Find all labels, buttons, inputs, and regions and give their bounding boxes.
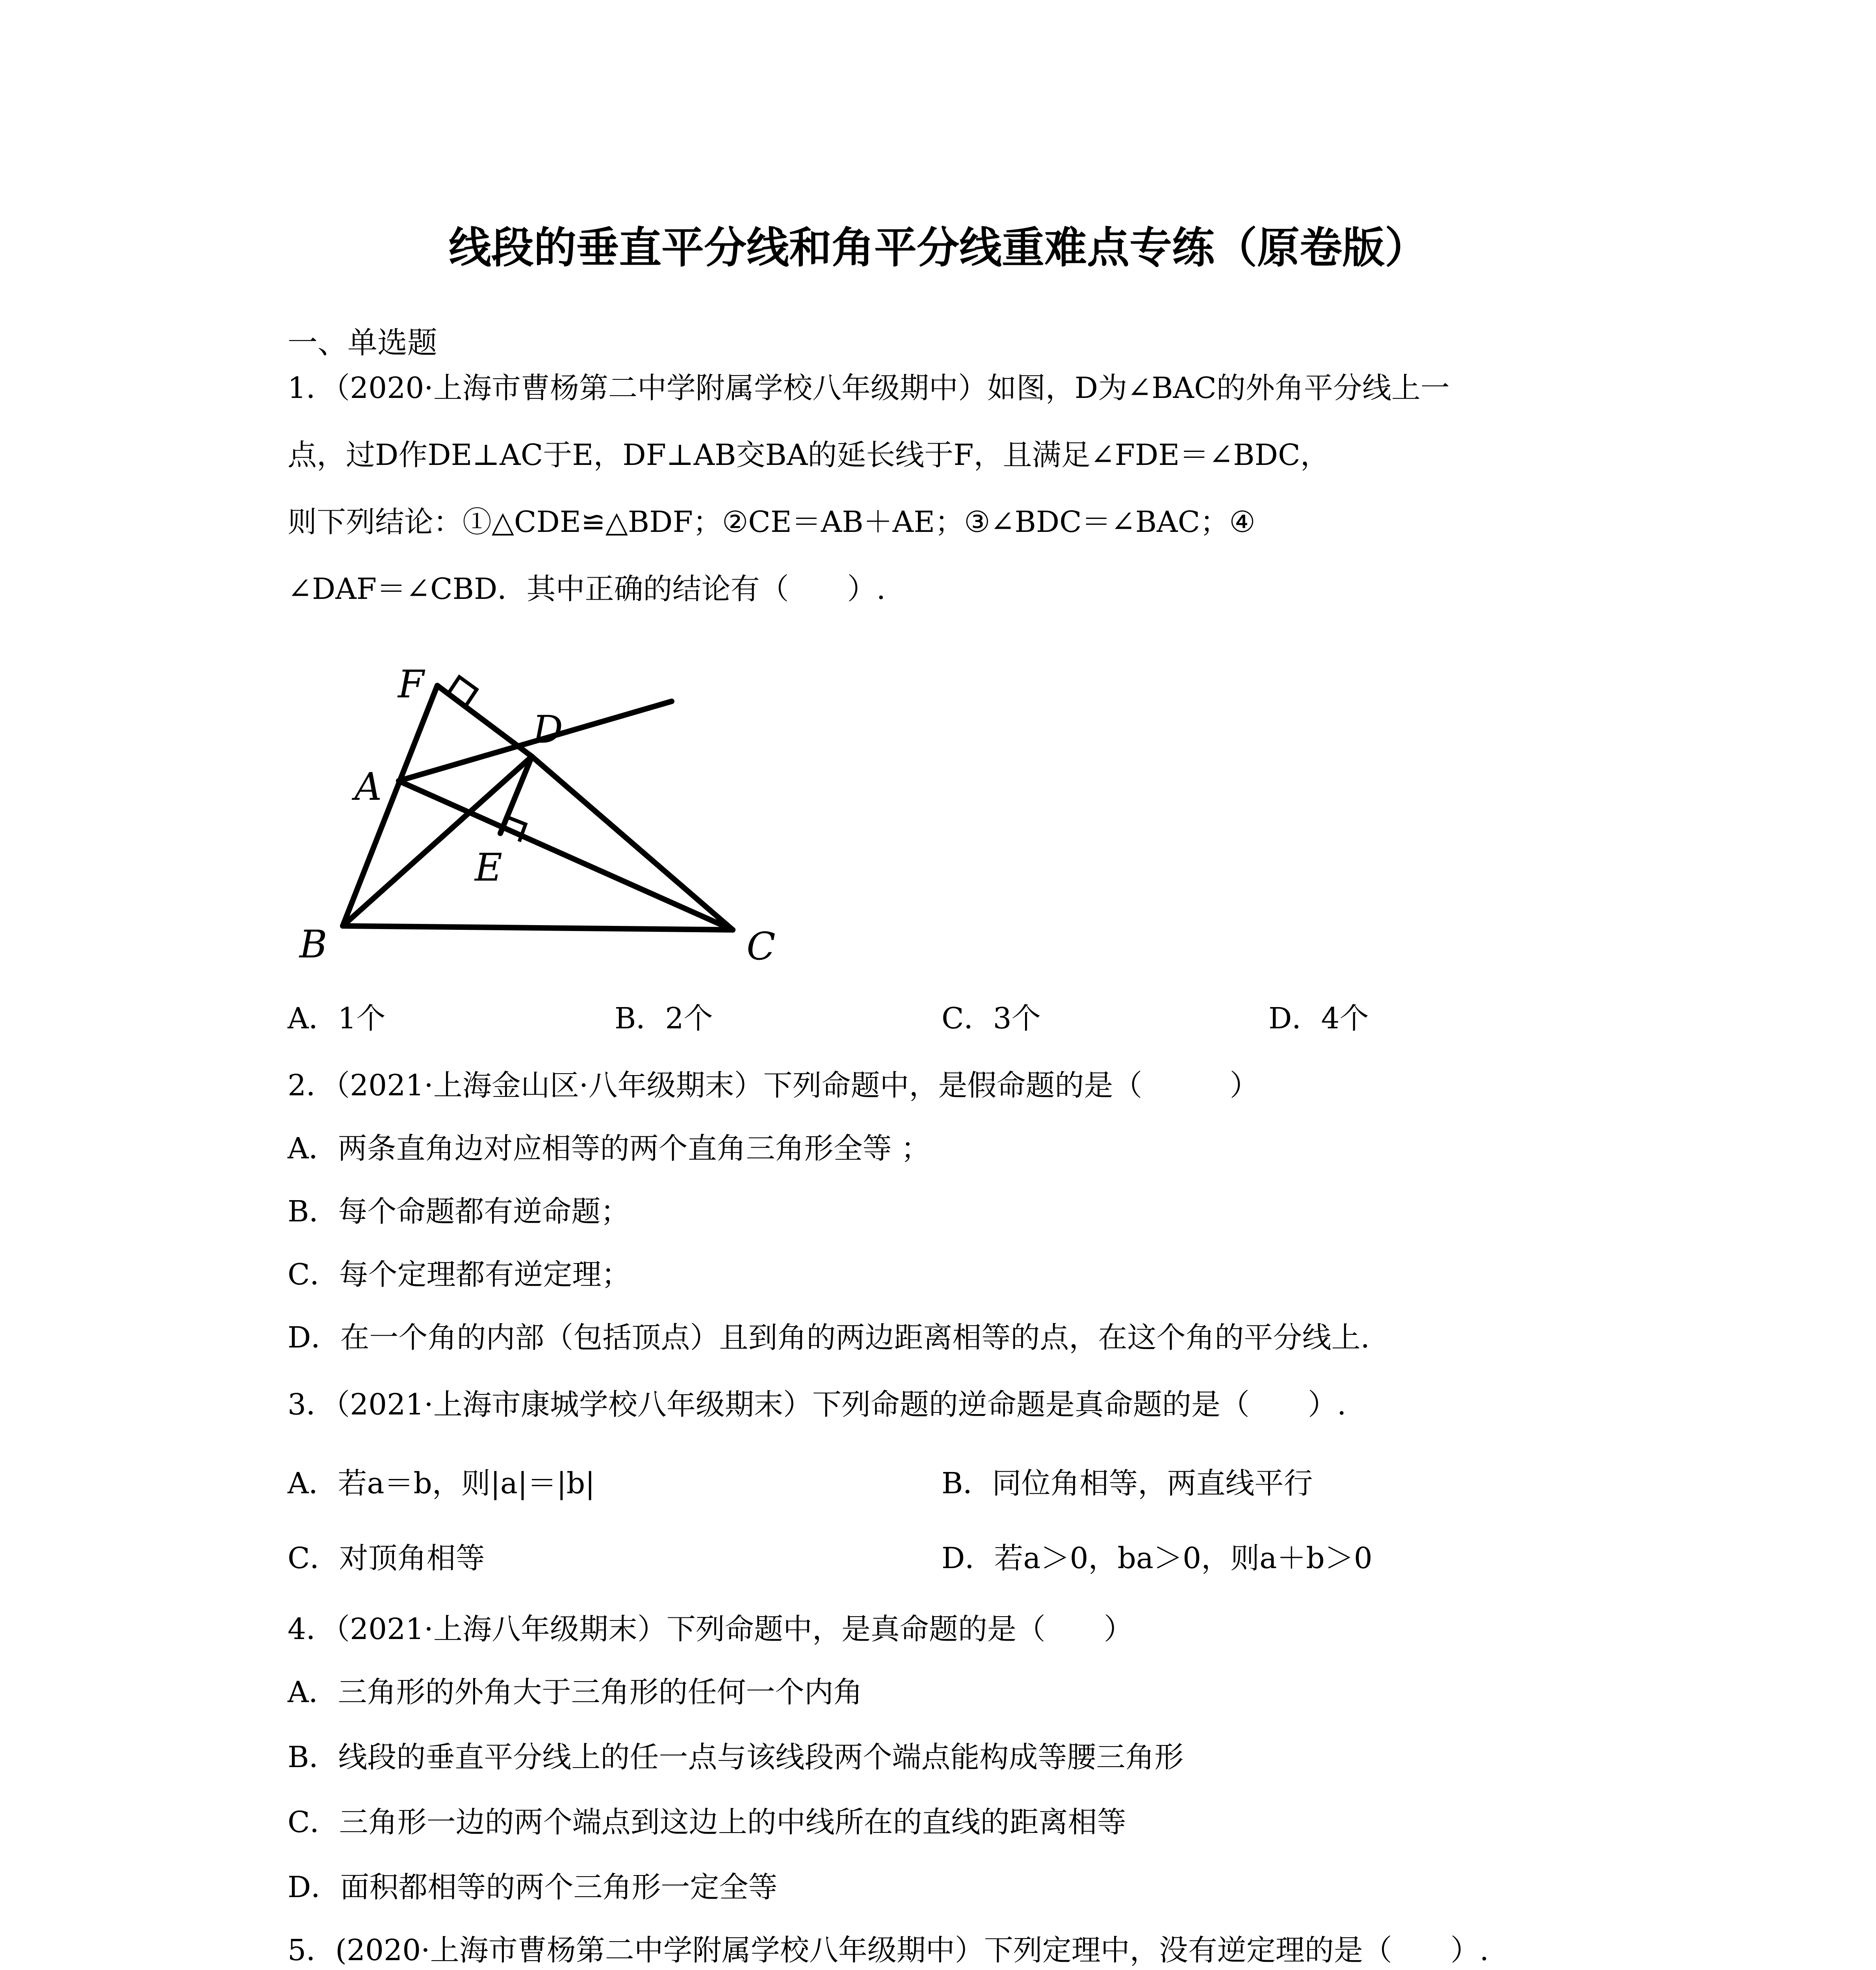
q1-line-3: 则下列结论：①△CDE≌△BDF；②CE＝AB＋AE；③∠BDC＝∠BAC；④ [288,505,1256,539]
q1-option-a: A．1个 [288,1002,386,1035]
q4-option-a: A．三角形的外角大于三角形的任何一个内角 [288,1675,863,1709]
label-B: B [299,922,327,966]
q2-option-a: A．两条直角边对应相等的两个直角三角形全等 ； [288,1132,930,1165]
line-BC [343,926,733,930]
label-F: F [398,662,424,706]
q3-option-a: A．若a＝b，则|a|＝|b| [288,1466,595,1500]
q2-option-b: B．每个命题都有逆命题； [288,1195,630,1228]
label-D: D [533,708,563,752]
q1-geometry-figure [292,658,812,973]
q5-stem: 5．(2020·上海市曹杨第二中学附属学校八年级期中）下列定理中，没有逆定理的是（ ）. [288,1933,1489,1967]
q1-option-c: C．3个 [942,1002,1041,1035]
line-DC [532,756,733,930]
q3-option-c: C．对顶角相等 [288,1541,485,1575]
q2-option-c: C．每个定理都有逆定理； [288,1258,631,1292]
q1-option-b: B．2个 [615,1002,713,1035]
line-FD [437,686,532,756]
q3-option-d: D．若a＞0，ba＞0，则a＋b＞0 [942,1541,1373,1575]
label-E: E [475,846,503,890]
section-heading: 一、单选题 [288,325,437,360]
q4-option-c: C．三角形一边的两个端点到这边上的中线所在的直线的距离相等 [288,1805,1126,1839]
q1-line-1: 1．（2020·上海市曹杨第二中学附属学校八年级期中）如图，D为∠BAC的外角平分线上一 [288,371,1450,405]
q3-option-b: B．同位角相等，两直线平行 [942,1466,1313,1500]
line-AC [399,781,733,930]
label-A: A [355,765,382,809]
q1-option-d: D．4个 [1269,1002,1369,1035]
page-title: 线段的垂直平分线和角平分线重难点专练（原卷版） [448,223,1427,273]
q2-stem: 2．（2021·上海金山区·八年级期末）下列命题中，是假命题的是（ ） [288,1069,1259,1102]
label-C: C [747,924,776,968]
q1-line-4: ∠DAF＝∠CBD．其中正确的结论有（ ）. [288,572,886,606]
q4-stem: 4．（2021·上海八年级期末）下列命题中，是真命题的是（ ） [288,1612,1133,1646]
q1-line-2: 点，过D作DE⊥AC于E，DF⊥AB交BA的延长线于F，且满足∠FDE＝∠BDC， [288,438,1330,472]
q4-option-d: D．面积都相等的两个三角形一定全等 [288,1870,778,1904]
q4-option-b: B．线段的垂直平分线上的任一点与该线段两个端点能构成等腰三角形 [288,1740,1184,1774]
q3-stem: 3．（2021·上海市康城学校八年级期末）下列命题的逆命题是真命题的是（ ）. [288,1388,1347,1422]
q2-option-d: D．在一个角的内部（包括顶点）且到角的两边距离相等的点，在这个角的平分线上. [288,1321,1370,1355]
